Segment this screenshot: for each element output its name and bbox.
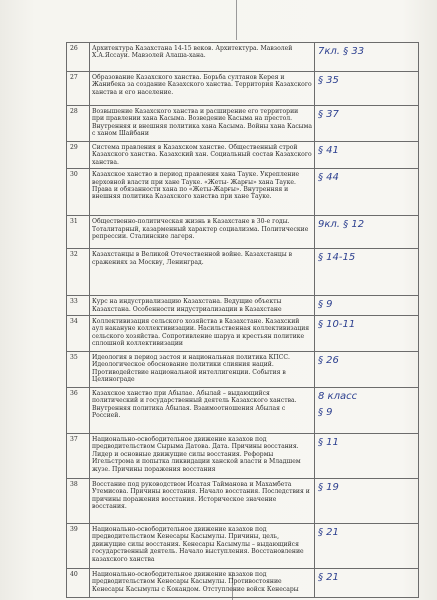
homework-text: § 21 — [318, 572, 339, 584]
homework-note — [315, 388, 419, 434]
lesson-number: 27 — [67, 72, 90, 106]
table-row — [67, 249, 419, 296]
lesson-number: 37 — [67, 434, 90, 479]
table-row — [67, 524, 419, 569]
lesson-topic: Система правления в Казахском ханстве. Общественный строй Казахского ханства. Казахский хан. Социальный состав Казахского ханства. — [90, 142, 315, 169]
table-row — [67, 43, 419, 72]
homework-text: 9кл. § 12 — [318, 219, 365, 231]
homework-note — [315, 434, 419, 479]
homework-text: § 37 — [318, 109, 339, 120]
lesson-number: 38 — [67, 479, 90, 524]
table-row — [67, 169, 419, 216]
lesson-number: 40 — [67, 569, 90, 598]
lesson-number: 29 — [67, 142, 90, 169]
table-row — [67, 216, 419, 249]
lesson-number: 34 — [67, 316, 90, 352]
lesson-number: 33 — [67, 296, 90, 316]
lesson-topic: Курс на индустриализацию Казахстана. Ведущие объекты Казахстана. Особенности индустриализации в Казахстане — [90, 296, 315, 316]
homework-text: § 44 — [318, 172, 339, 184]
table-row — [67, 388, 419, 434]
homework-text: § 35 — [318, 75, 339, 86]
lesson-topic: Восстание под руководством Исатая Тайманова и Махамбета Утемисова. Причины восстания. Начало восстания. Последствия и причины поражения восстания. Историческое значение восстания. — [90, 479, 315, 524]
table-row — [67, 142, 419, 169]
lesson-topic: Идеология в период застоя и национальная политика КПСС. Идеологическое обоснование политики слияния наций. Противодействие национальной интеллигенции. События в Целинограде — [90, 352, 315, 388]
homework-text: § 21 — [318, 527, 339, 539]
homework-note — [315, 169, 419, 216]
homework-note — [315, 106, 419, 142]
homework-note — [315, 216, 419, 249]
table-row — [67, 352, 419, 388]
table-row — [67, 434, 419, 479]
homework-note — [315, 142, 419, 169]
lesson-number: 35 — [67, 352, 90, 388]
homework-text: § 41 — [318, 145, 339, 156]
lesson-topic: Национально-освободительное движение казахов под предводительством Кенесары Касымулы. Причины, цель, движущие силы восстания. Кенесары Касымулы – выдающийся государственный деятель. Начало выступления. Восстановление казахского ханства — [90, 524, 315, 569]
homework-note — [315, 43, 419, 72]
homework-text: § 9 — [318, 299, 333, 311]
homework-note — [315, 296, 419, 316]
homework-text: 8 класс — [318, 391, 358, 403]
lesson-topic: Национально-освободительное движение казахов под предводительством Сырыма Датова. Дата. Причины восстания. Лидер и основные движущие силы восстания. Реформы Игельстрома и попытка ликвидации ханской власти в Младшем жузе. Причины поражения восстания — [90, 434, 315, 479]
homework-note — [315, 72, 419, 106]
homework-note — [315, 479, 419, 524]
table-row — [67, 479, 419, 524]
homework-text-2: § 9 — [318, 407, 333, 419]
homework-text: § 19 — [318, 482, 339, 494]
lesson-topic: Казахстанцы в Великой Отечественной войне. Казахстанцы в сражениях за Москву, Ленинград. — [90, 249, 315, 296]
lesson-topic: Архитектура Казахстана 14-15 веков. Архитектура. Мавзолей Х.А.Яссауи. Мавзолей Алаша-хана. — [90, 43, 315, 72]
lesson-number: 39 — [67, 524, 90, 569]
lesson-topic: Казахское ханство в период правления хана Тауке. Укрепление верховной власти при хане Тауке. «Жеты- Жарғы» хана Тауке. Права и обязанности хана по «Жеты-Жарғы». Внутренняя и внешняя политика Казахского ханства при хане Тауке. — [90, 169, 315, 216]
homework-text: § 14-15 — [318, 252, 356, 264]
lesson-plan-table — [66, 42, 419, 598]
lesson-number: 36 — [67, 388, 90, 434]
homework-text: 7кл. § 33 — [318, 46, 365, 57]
table-row — [67, 106, 419, 142]
homework-text: § 10-11 — [318, 319, 356, 331]
homework-note — [315, 249, 419, 296]
homework-text: § 11 — [318, 437, 339, 449]
binding-line-top — [236, 0, 237, 40]
lesson-topic: Коллективизация сельского хозяйства в Казахстане. Казахский аул накануне коллективизации. Насильственная коллективизация сельского хозяйства. Сопротивление шаруа и крестьян политике сплошной коллективизации — [90, 316, 315, 352]
homework-note — [315, 316, 419, 352]
lesson-topic: Казахское ханство при Абылае. Абылай – выдающийся политический и государственный деятель Казахского ханства. Внутренняя политика Абылая. Взаимоотношения Абылая с Россией. — [90, 388, 315, 434]
table-row — [67, 316, 419, 352]
homework-note — [315, 352, 419, 388]
lesson-topic: Национально-освободительное движение казахов под предводительством Кенесары Касымулы. Противостояние Кенесары Касымулы с Кокандом. Отступление войск Кенесары — [90, 569, 315, 598]
lesson-number: 31 — [67, 216, 90, 249]
lesson-number: 30 — [67, 169, 90, 216]
table-row — [67, 296, 419, 316]
table-row — [67, 569, 419, 598]
lesson-number: 26 — [67, 43, 90, 72]
lesson-number: 32 — [67, 249, 90, 296]
lesson-number: 28 — [67, 106, 90, 142]
lesson-topic: Образование Казахского ханства. Борьба султанов Керея и Жанибека за создание Казахского ханства. Территория Казахского ханства и его население. — [90, 72, 315, 106]
table-row — [67, 72, 419, 106]
lesson-topic: Общественно-политическая жизнь в Казахстане в 30-е годы. Тоталитарный, казарменный характер социализма. Политические репрессии. Сталинские лагеря. — [90, 216, 315, 249]
homework-note — [315, 569, 419, 598]
homework-text: § 26 — [318, 355, 339, 367]
lesson-topic: Возвышение Казахского ханства и расширение его территории при правлении хана Касыма. Возведение Касыма на престол. Внутренняя и внешняя политика хана Касыма. Войны хана Касыма с ханом Шайбани — [90, 106, 315, 142]
homework-note — [315, 524, 419, 569]
